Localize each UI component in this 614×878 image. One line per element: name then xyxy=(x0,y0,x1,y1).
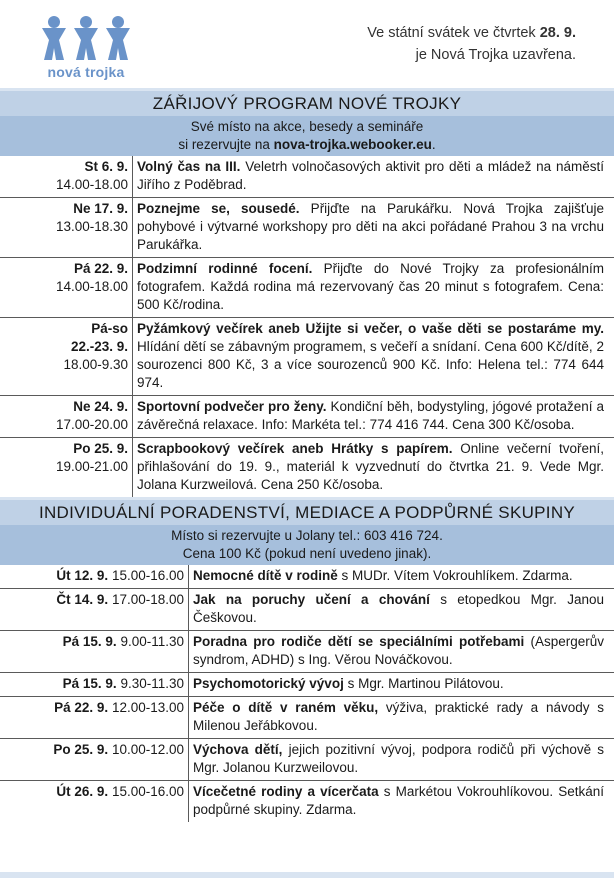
table-row xyxy=(0,258,614,318)
session-day: Čt 14. 9. xyxy=(56,592,109,607)
program-sub-line2-pre: si rezervujte na xyxy=(178,137,274,152)
program-sub-line1: Své místo na akce, besedy a semináře xyxy=(190,119,424,134)
event-description xyxy=(133,396,614,438)
event-title: Pyžámkový večírek aneb Užijte si večer, o vaše děti se postaráme my. xyxy=(137,321,604,336)
table-row xyxy=(0,318,614,396)
table-row xyxy=(0,589,614,631)
session-when xyxy=(0,631,189,673)
event-time: 13.00-18.30 xyxy=(55,219,128,234)
event-description xyxy=(133,438,614,498)
session-description xyxy=(189,781,614,823)
session-when xyxy=(0,697,189,739)
session-when xyxy=(0,781,189,823)
event-desc: Hlídání dětí se zábavným programem, s večeří a snídaní. Cena 600 Kč/dítě, 2 sourozenci 800 Kč, 3 a více sourozenců 900 Kč. Info: Helena tel.: 774 644 974. xyxy=(137,339,604,390)
session-when xyxy=(0,589,189,631)
event-description xyxy=(133,156,614,198)
session-description xyxy=(189,697,614,739)
program-title: ZÁŘIJOVÝ PROGRAM NOVÉ TROJKY xyxy=(0,88,614,116)
session-description xyxy=(189,673,614,697)
event-day: St 6. 9. xyxy=(84,159,128,174)
event-day: Ne 24. 9. xyxy=(73,399,128,414)
session-day: Pá 22. 9. xyxy=(54,700,109,715)
event-desc: Přijďte na Parukářku. Nová Trojka zajišťuje pohybové i výtvarné workshopy pro děti na akci pořádané Prahou 3 na vrchu Parukářka. xyxy=(137,201,605,252)
session-when xyxy=(0,739,189,781)
event-day: Pá-so xyxy=(91,321,128,336)
session-day: Pá 15. 9. xyxy=(62,634,117,649)
session-title: Vícečetné rodiny a vícerčata xyxy=(193,784,379,799)
event-description xyxy=(133,198,614,258)
closure-notice xyxy=(316,22,576,66)
event-desc: Online večerní tvoření, přihlašování do 19. 9., materiál k vyzvednutí do čtvrtka 21. 9. Vede Mgr. Jolana Kurzweilová. Cena 250 Kč/osoba. xyxy=(137,441,604,492)
event-time: 18.00-9.30 xyxy=(63,357,128,372)
session-title: Péče o dítě v raném věku, xyxy=(193,700,379,715)
session-day: Út 12. 9. xyxy=(56,568,109,583)
event-day: Pá 22. 9. xyxy=(73,261,128,276)
event-when xyxy=(0,198,133,258)
individual-subtitle xyxy=(0,525,614,565)
event-title: Poznejme se, sousedé. xyxy=(137,201,300,216)
session-desc: výživa, praktické rady a návody s Milenou Jeřábkovou. xyxy=(193,700,604,733)
event-day2: 22.-23. 9. xyxy=(70,339,128,354)
session-title: Nemocné dítě v rodině xyxy=(193,568,338,583)
individual-table xyxy=(0,565,614,822)
event-when xyxy=(0,156,133,198)
session-desc: jejich pozitivní vývoj, podpora rodičů při výchově s Mgr. Jolanou Kurzweilovou. xyxy=(193,742,604,775)
table-row xyxy=(0,631,614,673)
event-description xyxy=(133,318,614,396)
session-desc: s MUDr. Vítem Vokrouhlíkem. Zdarma. xyxy=(337,568,573,583)
event-when xyxy=(0,396,133,438)
session-title: Poradna pro rodiče dětí se speciálními potřebami xyxy=(193,634,525,649)
event-desc: Kondiční běh, bodystyling, jógové protažení a závěrečná relaxace. Info: Markéta tel.: 774 416 744. Cena 300 Kč/osoba. xyxy=(137,399,604,432)
event-title: Volný čas na III. xyxy=(137,159,241,174)
event-when xyxy=(0,438,133,498)
event-desc: Veletrh volnočasových aktivit pro děti a mládež na náměstí Jiřího z Poděbrad. xyxy=(137,159,604,192)
event-when xyxy=(0,258,133,318)
session-description xyxy=(189,565,614,589)
event-day: Ne 17. 9. xyxy=(73,201,128,216)
individual-sub-line2: Cena 100 Kč (pokud není uvedeno jinak). xyxy=(182,546,432,561)
session-description xyxy=(189,739,614,781)
session-title: Výchova dětí, xyxy=(193,742,283,757)
event-day: Po 25. 9. xyxy=(73,441,128,456)
notice-line2: je Nová Trojka uzavřena. xyxy=(415,47,576,63)
table-row xyxy=(0,781,614,823)
footer-strip xyxy=(0,872,614,878)
table-row xyxy=(0,396,614,438)
session-time: 9.30-11.30 xyxy=(120,676,184,691)
session-time: 10.00-12.00 xyxy=(111,742,184,757)
session-desc: s Markétou Vokrouhlíkovou. Setkání podpůrné skupiny. Zdarma. xyxy=(193,784,604,817)
session-title: Jak na poruchy učení a chování xyxy=(193,592,430,607)
session-desc: s etopedkou Mgr. Janou Češkovou. xyxy=(193,592,604,625)
session-day: Pá 15. 9. xyxy=(62,676,117,691)
event-description xyxy=(133,258,614,318)
event-time: 14.00-18.00 xyxy=(55,279,128,294)
notice-line1: Ve státní svátek ve čtvrtek xyxy=(367,25,540,41)
table-row xyxy=(0,739,614,781)
notice-date: 28. 9. xyxy=(539,25,576,41)
session-description xyxy=(189,589,614,631)
program-table xyxy=(0,156,614,497)
individual-sub-line1: Místo si rezervujte u Jolany tel.: 603 416 724. xyxy=(171,528,443,543)
event-time: 14.00-18.00 xyxy=(55,177,128,192)
session-desc: (Aspergerův syndrom, ADHD) s Ing. Věrou Nováčkovou. xyxy=(193,634,604,667)
session-desc: s Mgr. Martinou Pilátovou. xyxy=(343,676,504,691)
event-desc: Přijďte do Nové Trojky za profesionálním fotografem. Každá rodina má rezervovaný čas 20 minut s fotografem. Cena: 500 Kč/rodina. xyxy=(137,261,604,312)
individual-title: INDIVIDUÁLNÍ PORADENSTVÍ, MEDIACE A PODPŮRNÉ SKUPINY xyxy=(0,497,614,525)
booking-link[interactable]: nova-trojka.webooker.eu xyxy=(273,137,432,152)
session-day: Po 25. 9. xyxy=(53,742,109,757)
program-subtitle xyxy=(0,116,614,156)
session-time: 17.00-18.00 xyxy=(111,592,184,607)
table-row xyxy=(0,673,614,697)
session-when xyxy=(0,565,189,589)
table-row xyxy=(0,198,614,258)
event-title: Sportovní podvečer pro ženy. xyxy=(137,399,327,414)
event-time: 19.00-21.00 xyxy=(55,459,128,474)
session-day: Út 26. 9. xyxy=(56,784,109,799)
table-row xyxy=(0,697,614,739)
session-time: 15.00-16.00 xyxy=(111,784,184,799)
program-sub-line2-post: . xyxy=(431,137,436,152)
event-title: Podzimní rodinné focení. xyxy=(137,261,313,276)
event-time: 17.00-20.00 xyxy=(55,417,128,432)
table-row xyxy=(0,565,614,589)
session-description xyxy=(189,631,614,673)
session-when xyxy=(0,673,189,697)
logo xyxy=(40,14,132,84)
table-row xyxy=(0,438,614,498)
session-time: 9.00-11.30 xyxy=(120,634,184,649)
event-title: Scrapbookový večírek aneb Hrátky s papírem. xyxy=(137,441,453,456)
people-logo-icon xyxy=(40,14,132,64)
session-title: Psychomotorický vývoj xyxy=(193,676,344,691)
table-row xyxy=(0,156,614,198)
session-time: 15.00-16.00 xyxy=(111,568,184,583)
logo-text: nová trojka xyxy=(47,64,125,80)
session-time: 12.00-13.00 xyxy=(111,700,184,715)
header xyxy=(0,0,614,88)
event-when xyxy=(0,318,133,396)
